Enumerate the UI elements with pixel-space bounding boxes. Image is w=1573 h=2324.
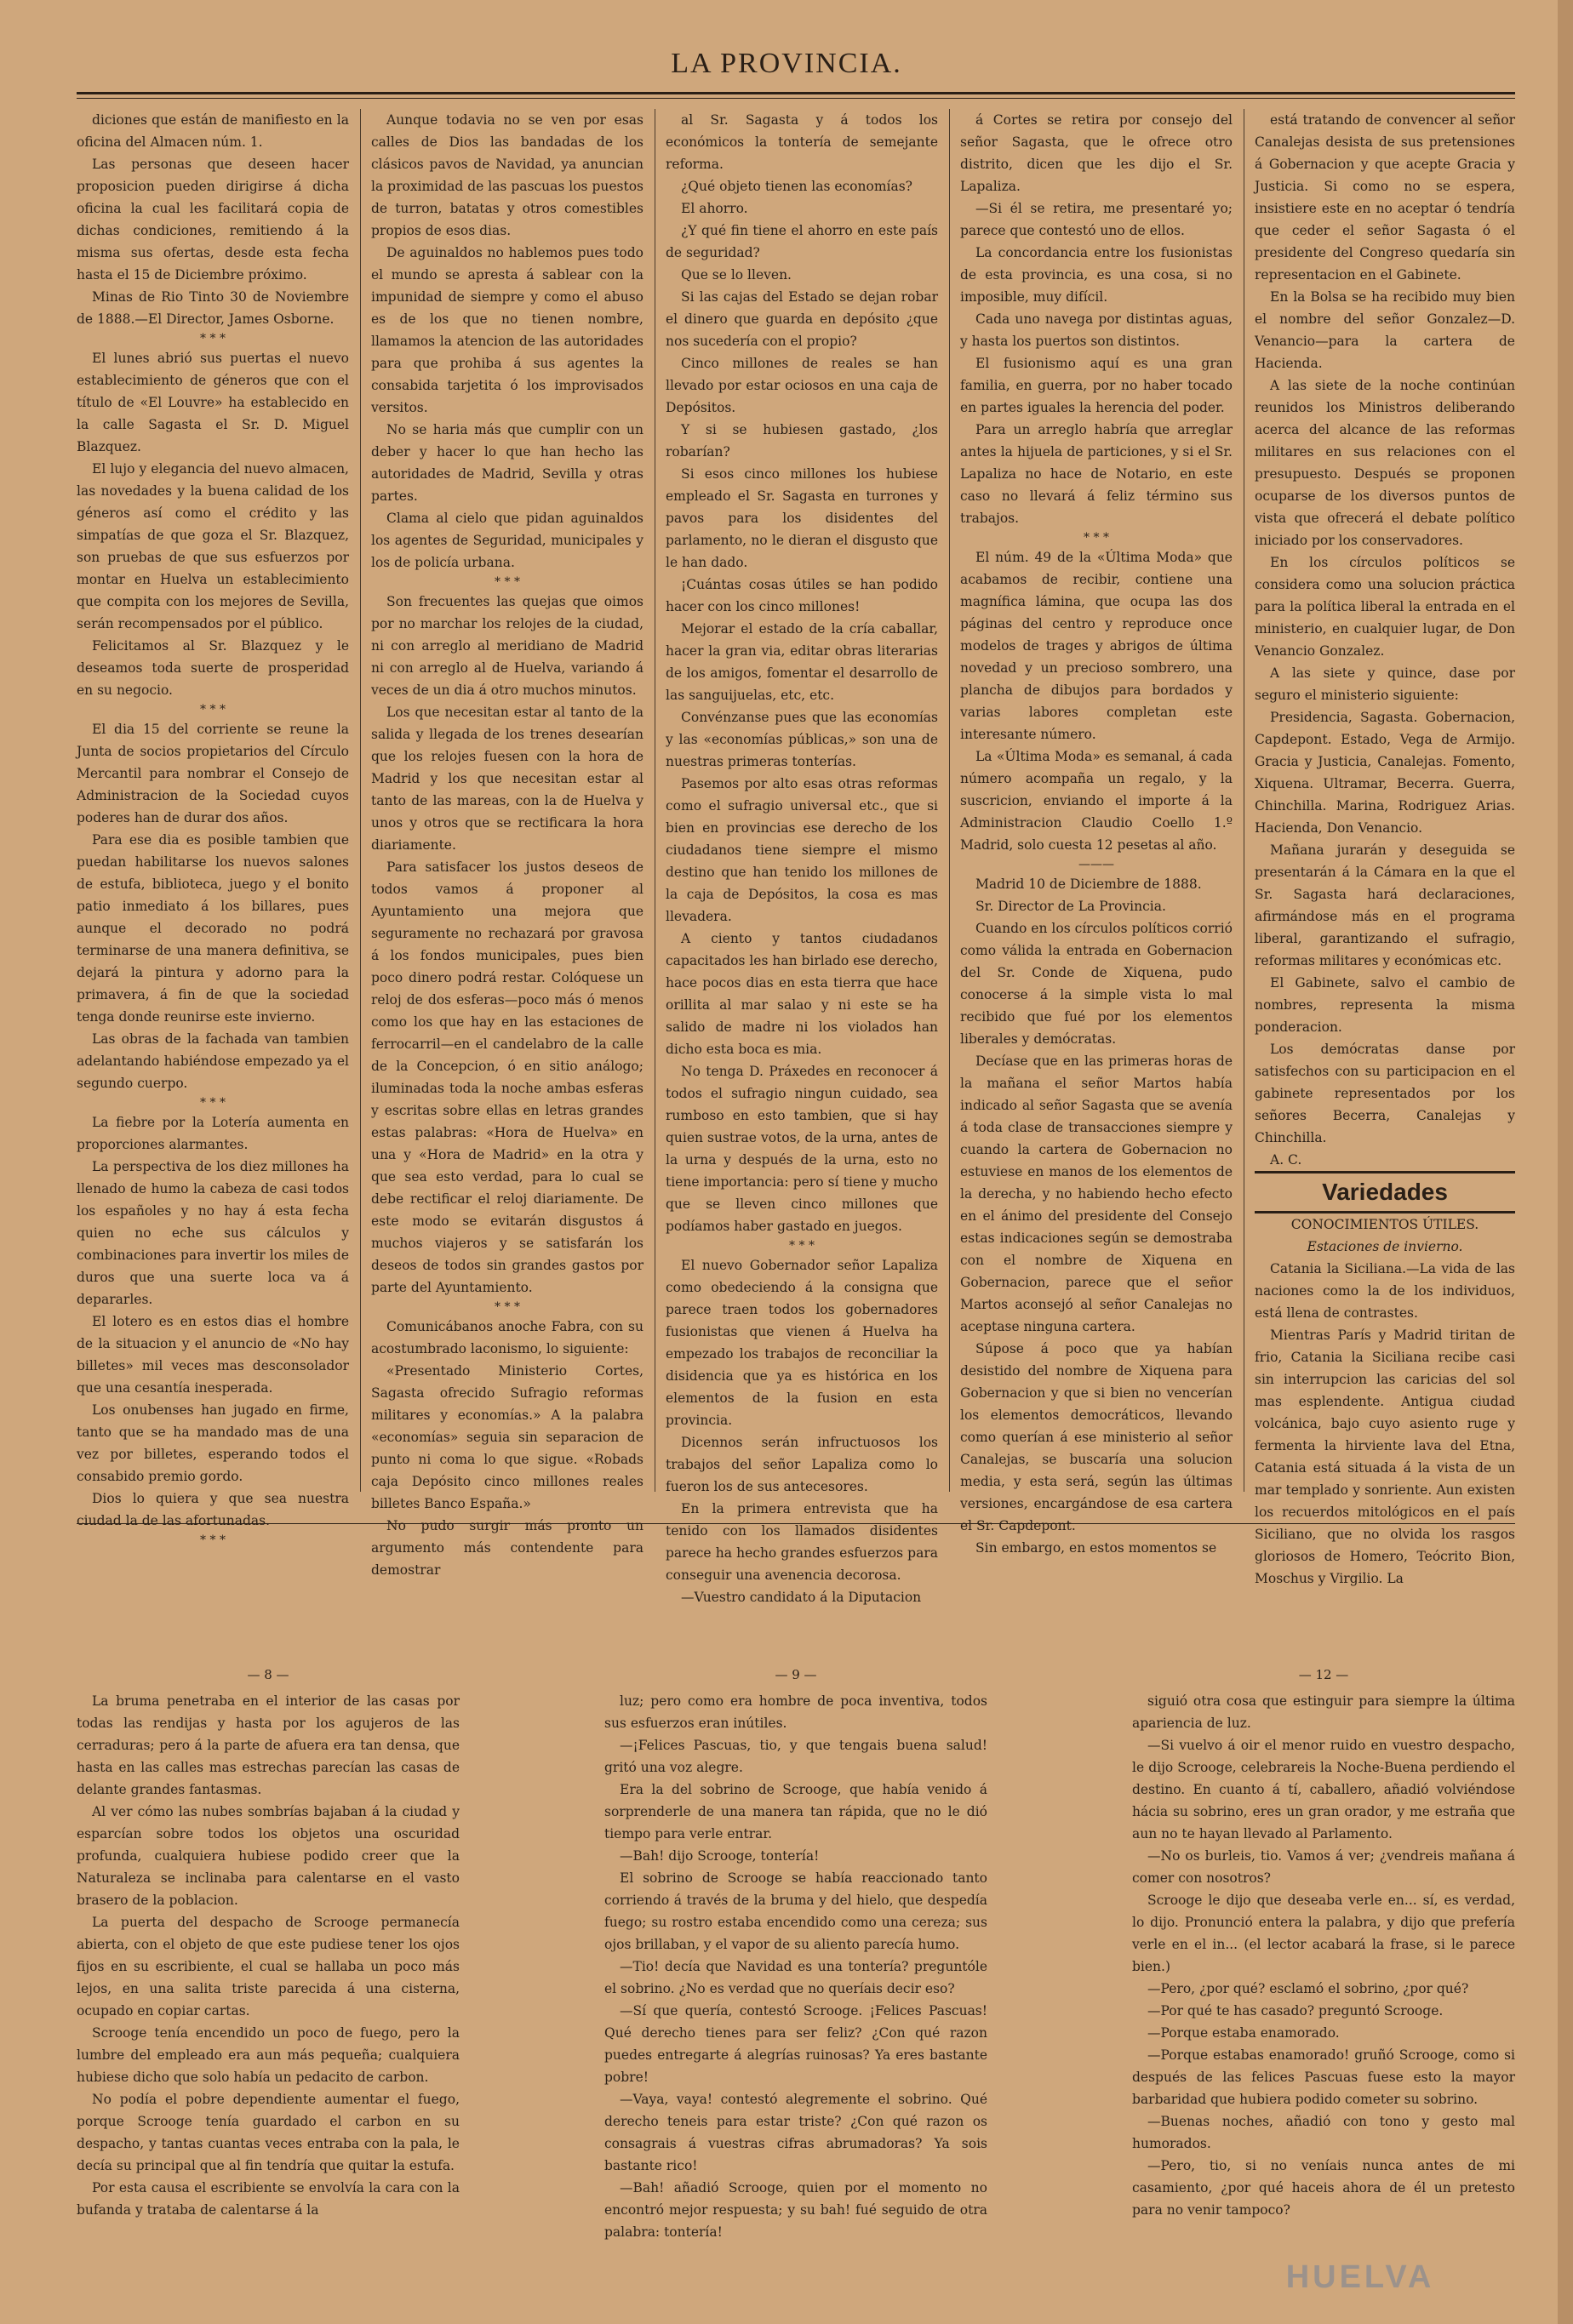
article-paragraph: —Si él se retira, me presentaré yo; parece que contestó uno de ellos. bbox=[960, 201, 1233, 238]
section-subtitle-2: Estaciones de invierno. bbox=[1307, 1239, 1463, 1254]
article-paragraph: El lotero es en estos dias el hombre de la situacion y el anuncio de «No hay billetes» mil veces mas desconsolador que una cesantía inesperada. bbox=[77, 1314, 349, 1396]
top-columns bbox=[77, 109, 1515, 1605]
article-paragraph: Mejorar el estado de la cría caballar, hacer la gran via, editar obras literarias de los amigos, fomentar el desarrollo de las sanguijuelas, etc, etc. bbox=[666, 621, 938, 703]
serial-paragraph: —Porque estabas enamorado! gruñó Scrooge, como si después de las felices Pascuas fuese esto la mayor barbaridad que hubiera podido cometer su sobrino. bbox=[1132, 2047, 1515, 2107]
serial-paragraph: —Si vuelvo á oir el menor ruido en vuestro despacho, le dijo Scrooge, celebrareis la Noche-Buena perdiendo el destino. En cuanto á tí, caballero, añadió volviéndose hácia su sobrino, eres un gran orador, y me estraña que aun no te hayan llevado al Parlamento. bbox=[1132, 1738, 1515, 1841]
serial-paragraph: —Tio! decía que Navidad es una tontería? preguntóle el sobrino. ¿No es verdad que no queríais decir eso? bbox=[604, 1959, 987, 1996]
article-paragraph: Sr. Director de La Provincia. bbox=[975, 899, 1166, 914]
archive-stamp: HUELVA bbox=[1285, 2259, 1435, 2295]
article-paragraph: El lujo y elegancia del nuevo almacen, las novedades y la buena calidad de los géneros así como el crédito y las simpatías de que goza el Sr. Blazquez, son pruebas de que sus esfuerzos por montar en Huelva un establecimiento que compita con los mejores de Sevilla, serán recompensados por el público. bbox=[77, 461, 349, 631]
serial-paragraph: luz; pero como era hombre de poca inventiva, todos sus esfuerzos eran inútiles. bbox=[604, 1693, 987, 1731]
separator-asterism: * * * bbox=[789, 1239, 815, 1253]
article-paragraph: Mientras París y Madrid tiritan de frio, Catania la Siciliana recibe casi sin interrupcion las caricias del sol mas esplendente. Antigua ciudad volcánica, bajo cuyo asiento ruge y fermenta la hirviente lava del Etna, Catania está situada á la vista de un mar templado y sonriente. Aun existen los recuerdos mitológicos en el país Siciliano, que no olvida los rasgos gloriosos de Homero, Teócrito Bion, Moschus y Virgilio. La bbox=[1255, 1328, 1515, 1586]
serial-paragraph: siguió otra cosa que estinguir para siempre la última apariencia de luz. bbox=[1132, 1693, 1515, 1731]
serial-paragraph: La bruma penetraba en el interior de las casas por todas las rendijas y hasta por los agujeros de las cerraduras; pero á la parte de afuera era tan densa, que hasta en las calles mas estrechas parecían las casas de delante grandes fantasmas. bbox=[77, 1693, 460, 1797]
article-paragraph: Dios lo quiera y que sea nuestra ciudad la de las afortunadas. bbox=[77, 1491, 349, 1528]
article-paragraph: á Cortes se retira por consejo del señor Sagasta, que le ofrece otro distrito, dicen que les dijo el Sr. Lapaliza. bbox=[960, 112, 1233, 194]
article-paragraph: Si las cajas del Estado se dejan robar el dinero que guarda en depósito ¿que nos sucedería con el propio? bbox=[666, 289, 938, 349]
article-paragraph: diciones que están de manifiesto en la oficina del Almacen núm. 1. bbox=[77, 112, 349, 150]
article-paragraph: Catania la Siciliana.—La vida de las naciones como la de los individuos, está llena de contrastes. bbox=[1255, 1261, 1515, 1321]
article-paragraph: El nuevo Gobernador señor Lapaliza como obedeciendo á la consigna que parece traen todos los gobernadores fusionistas que vienen á Huelva ha empezado los trabajos de reconciliar la disidencia que ya es histórica en los elementos de la fusion en esta provincia. bbox=[666, 1258, 938, 1428]
serial-paragraph: La puerta del despacho de Scrooge permanecía abierta, con el objeto de que este pudiese tener los ojos fijos en su escribiente, el cual se hallaba un poco más lejos, en una salita triste parecida á una cisterna, ocupado en copiar cartas. bbox=[77, 1915, 460, 2019]
serial-paragraph: —¡Felices Pascuas, tio, y que tengais buena salud! gritó una voz alegre. bbox=[604, 1738, 987, 1775]
article-paragraph: El lunes abrió sus puertas el nuevo establecimiento de géneros que con el título de «El Louvre» ha establecido en la calle Sagasta el Sr. D. Miguel Blazquez. bbox=[77, 351, 349, 454]
masthead bbox=[0, 34, 1573, 94]
article-paragraph: A las siete de la noche continúan reunidos los Ministros deliberando acerca del alcance de las reformas militares en sus relaciones con el presupuesto. Después se proponen ocuparse de los diversos puntos de vista que ofrecerá el debate político iniciado por los conservadores. bbox=[1255, 378, 1515, 548]
article-paragraph: La perspectiva de los diez millones ha llenado de humo la cabeza de casi todos los españoles y no hay á esta fecha quien no eche sus cálculos y combinaciones para invertir los miles de duros que una suerte loca va á depararles. bbox=[77, 1159, 349, 1307]
article-paragraph: «Presentado Ministerio Cortes, Sagasta ofrecido Sufragio reformas militares y economías.» A la palabra «economías» seguia sin separacion de punto ni coma lo que sigue. «Robads caja Depósito cinco millones reales billetes Banco España.» bbox=[371, 1363, 644, 1511]
article-paragraph: En la primera entrevista que ha tenido con los llamados disidentes parece ha hecho grandes esfuerzos para conseguir una avenencia decorosa. bbox=[666, 1501, 938, 1583]
column-1 bbox=[77, 109, 349, 1547]
column-divider bbox=[949, 109, 950, 1492]
article-paragraph: De aguinaldos no hablemos pues todo el mundo se apresta á sablear con la impunidad de siempre y como el abuso es de los que no tienen nombre, llamamos la atencion de las autoridades para que prohiba á sus agentes la consabida tarjetita ó los improvisados versitos. bbox=[371, 245, 644, 415]
article-paragraph: Los onubenses han jugado en firme, tanto que se ha mandado mas de una vez por billetes, esperando todos el consabido premio gordo. bbox=[77, 1402, 349, 1484]
article-paragraph: El núm. 49 de la «Última Moda» que acabamos de recibir, contiene una magnífica lámina, que ocupa las dos páginas del centro y reproduce once modelos de trages y abrigos de última novedad y un precioso sombrero, una plancha de dibujos para bordados y varias labores completan este interesante número. bbox=[960, 550, 1233, 742]
article-paragraph: A ciento y tantos ciudadanos capacitados les han birlado ese derecho, hace pocos dias en esta tierra que hace orillita al mar salao y ni este se ha salido de madre ni los violados han dicho esta boca es mia. bbox=[666, 931, 938, 1057]
serial-paragraph: No podía el pobre dependiente aumentar el fuego, porque Scrooge tenía guardado el carbon en su despacho, y tantas cuantas veces entraba con la pala, le decía su principal que al fin tendría que quitar la estufa. bbox=[77, 2092, 460, 2173]
article-paragraph: Cuando en los círculos políticos corrió como válida la entrada en Gobernacion del Sr. Conde de Xiquena, pudo conocerse á la simple vista lo mal recibido que fué por los elementos liberales y demócratas. bbox=[960, 921, 1233, 1047]
column-5 bbox=[1255, 109, 1515, 1586]
article-paragraph: Madrid 10 de Diciembre de 1888. bbox=[975, 876, 1202, 892]
article-paragraph: Presidencia, Sagasta. Gobernacion, Capdepont. Estado, Vega de Armijo. Gracia y Justicia, Canalejas. Fomento, Xiquena. Ultramar, Becerra. Guerra, Chinchilla. Marina, Rodriguez Arias. Hacienda, Don Venancio. bbox=[1255, 710, 1515, 836]
article-paragraph: La «Última Moda» es semanal, á cada número acompaña un regalo, y la suscricion, enviando el importe á la Administracion Claudio Coello 1.º Madrid, solo cuesta 12 pesetas al año. bbox=[960, 749, 1233, 853]
article-paragraph: Comunicábanos anoche Fabra, con su acostumbrado laconismo, lo siguiente: bbox=[371, 1319, 644, 1356]
article-paragraph: Cinco millones de reales se han llevado por estar ociosos en una caja de Depósitos. bbox=[666, 356, 938, 415]
separator-asterism: ——— bbox=[1078, 858, 1114, 871]
article-paragraph: Que se lo lleven. bbox=[681, 267, 792, 283]
masthead-rule bbox=[77, 92, 1515, 94]
article-paragraph: A. C. bbox=[1270, 1152, 1302, 1168]
column-divider bbox=[360, 109, 361, 1492]
serial-paragraph: —Bah! añadió Scrooge, quien por el momento no encontró mejor respuesta; y su bah! fué seguido de otra palabra: tontería! bbox=[604, 2180, 987, 2240]
serial-paragraph: —No os burleis, tio. Vamos á ver; ¿vendreis mañana á comer con nosotros? bbox=[1132, 1848, 1515, 1886]
article-paragraph: Convénzanse pues que las economías y las «economías públicas,» son una de nuestras primeras tonterías. bbox=[666, 710, 938, 769]
serial-paragraph: El sobrino de Scrooge se había reaccionado tanto corriendo á través de la bruma y del hielo, que despedía fuego; su rostro estaba encendido como una cereza; sus ojos brillaban, y el vapor de su aliento parecía humo. bbox=[604, 1870, 987, 1952]
serial-paragraph: Era la del sobrino de Scrooge, que había venido á sorprenderle de una manera tan rápida, que no le dió tiempo para verle entrar. bbox=[604, 1782, 987, 1841]
separator-asterism: * * * bbox=[200, 703, 226, 717]
serial-paragraph: Scrooge le dijo que deseaba verle en... sí, es verdad, lo dijo. Pronunció entera la palabra, y dijo que prefería verle en el in... (el lector acabará la frase, si le parece bien.) bbox=[1132, 1893, 1515, 1974]
serial-paragraph: —Buenas noches, añadió con tono y gesto mal humorados. bbox=[1132, 2114, 1515, 2151]
article-paragraph: Y si se hubiesen gastado, ¿los robarían? bbox=[666, 422, 938, 460]
fold-rule bbox=[77, 1523, 1515, 1524]
article-paragraph: Cada uno navega por distintas aguas, y hasta los puertos son distintos. bbox=[960, 311, 1233, 349]
article-paragraph: No se haria más que cumplir con un deber y hacer lo que han hecho las autoridades de Madrid, Sevilla y otras partes. bbox=[371, 422, 644, 504]
separator-asterism: * * * bbox=[200, 1096, 226, 1110]
article-paragraph: En los círculos políticos se considera como una solucion práctica para la política liberal la entrada en el ministerio, en cualquier lugar, de Don Venancio Gonzalez. bbox=[1255, 555, 1515, 659]
article-paragraph: Aunque todavia no se ven por esas calles de Dios las bandadas de los clásicos pavos de Navidad, ya anuncian la proximidad de las pascuas los puestos de turron, batatas y otros comestibles propios de esos dias. bbox=[371, 112, 644, 238]
separator-asterism: * * * bbox=[200, 1533, 226, 1547]
article-paragraph: ¡Cuántas cosas útiles se han podido hacer con los cinco millones! bbox=[666, 577, 938, 614]
article-paragraph: Las personas que deseen hacer proposicion pueden dirigirse á dicha oficina la cual les facilitará copia de dichas condiciones, remitiendo á la misma sus ofertas, desde esta fecha hasta el 15 de Diciembre próximo. bbox=[77, 157, 349, 283]
serial-paragraph: —Pero, ¿por qué? esclamó el sobrino, ¿por qué? bbox=[1147, 1981, 1469, 1996]
serial-pages bbox=[77, 1659, 1515, 2289]
article-paragraph: La concordancia entre los fusionistas de esta provincia, es una cosa, si no imposible, muy difícil. bbox=[960, 245, 1233, 305]
article-paragraph: En la Bolsa se ha recibido muy bien el nombre del señor Gonzalez—D. Venancio—para la cartera de Hacienda. bbox=[1255, 289, 1515, 371]
article-paragraph: El fusionismo aquí es una gran familia, en guerra, por no haber tocado en partes iguales la herencia del poder. bbox=[960, 356, 1233, 415]
article-paragraph: Súpose á poco que ya habían desistido del nombre de Xiquena para Gobernacion y que si bien no vencerían los elementos democráticos, llevando como querían á ese ministerio al señor Canalejas, se buscaría una solucion media, y esta será, según las últimas versiones, encargándose de esa cartera el Sr. Capdepont. bbox=[960, 1341, 1233, 1533]
article-paragraph: al Sr. Sagasta y á todos los económicos la tontería de semejante reforma. bbox=[666, 112, 938, 172]
column-4 bbox=[960, 109, 1233, 1556]
article-paragraph: El Gabinete, salvo el cambio de nombres, representa la misma ponderacion. bbox=[1255, 975, 1515, 1035]
column-3 bbox=[666, 109, 938, 1605]
serial-paragraph: —Vaya, vaya! contestó alegremente el sobrino. Qué derecho teneis para estar triste? ¿Con qué razon os consagrais á vuestras cifras abrumadoras? Ya sois bastante rico! bbox=[604, 2092, 987, 2173]
section-title: Variedades bbox=[1255, 1171, 1515, 1213]
separator-asterism: * * * bbox=[200, 332, 226, 345]
article-paragraph: La fiebre por la Lotería aumenta en proporciones alarmantes. bbox=[77, 1115, 349, 1152]
article-paragraph: No pudo surgir más pronto un argumento más contendente para demostrar bbox=[371, 1518, 644, 1578]
article-paragraph: Felicitamos al Sr. Blazquez y le deseamos toda suerte de prosperidad en su negocio. bbox=[77, 638, 349, 698]
article-paragraph: Para satisfacer los justos deseos de todos vamos á proponer al Ayuntamiento una mejora que seguramente no rechazará por gravosa á los fondos municipales, pues bien poco dinero podrá restar. Colóquese un reloj de dos esferas—poco más ó menos como los que hay en las estaciones de ferrocarril—en el candelabro de la calle de la Concepcion, ó en sitio análogo; iluminadas toda la noche ambas esferas y escritas sobre ellas en letras grandes estas palabras: «Hora de Huelva» en una y «Hora de Madrid» en la otra y que sea esto verdad, para lo cual se debe rectificar el reloj diariamente. De este modo se evitarán disgustos á muchos viajeros y se satisfarán los deseos de todos sin grandes gastos por parte del Ayuntamiento. bbox=[371, 859, 644, 1295]
article-paragraph: Clama al cielo que pidan aguinaldos los agentes de Seguridad, municipales y los de policía urbana. bbox=[371, 511, 644, 570]
serial-paragraph: —Bah! dijo Scrooge, tontería! bbox=[620, 1848, 820, 1864]
article-paragraph: ¿Y qué fin tiene el ahorro en este país de seguridad? bbox=[666, 223, 938, 260]
article-paragraph: Los que necesitan estar al tanto de la salida y llegada de los trenes desearían que los relojes fuesen con la hora de Madrid y los que necesitan estar al tanto de las mareas, con la de Huelva y unos y otros que se rectificara la hora diariamente. bbox=[371, 705, 644, 853]
article-paragraph: El dia 15 del corriente se reune la Junta de socios propietarios del Círculo Mercantil para nombrar el Consejo de Administracion de la Sociedad cuyos poderes han de durar dos años. bbox=[77, 722, 349, 825]
serial-paragraph: —Porque estaba enamorado. bbox=[1147, 2025, 1340, 2041]
serial-page-8 bbox=[77, 1659, 460, 2289]
separator-asterism: * * * bbox=[495, 1300, 520, 1314]
serial-page-12 bbox=[1132, 1659, 1515, 2289]
article-paragraph: Si esos cinco millones los hubiese empleado el Sr. Sagasta en turrones y pavos para los disidentes del parlamento, no le dieran el disgusto que le han dado. bbox=[666, 466, 938, 570]
article-paragraph: Minas de Rio Tinto 30 de Noviembre de 1888.—El Director, James Osborne. bbox=[77, 289, 349, 327]
page-edge bbox=[1558, 0, 1573, 2324]
separator-asterism: * * * bbox=[495, 575, 520, 589]
article-paragraph: ¿Qué objeto tienen las economías? bbox=[681, 179, 912, 194]
serial-paragraph: Al ver cómo las nubes sombrías bajaban á la ciudad y esparcían sobre todos los objetos una oscuridad profunda, cualquiera hubiese podido creer que la Naturaleza se inclinaba para calentarse en el vasto brasero de la poblacion. bbox=[77, 1804, 460, 1908]
page-number: — 12 — bbox=[1298, 1667, 1349, 1682]
serial-paragraph: Scrooge tenía encendido un poco de fuego, pero la lumbre del empleado era aun más pequeña; cualquiera hubiese dicho que solo había un pedacito de carbon. bbox=[77, 2025, 460, 2085]
article-paragraph: Dicennos serán infructuosos los trabajos del señor Lapaliza como lo fueron los de sus antecesores. bbox=[666, 1435, 938, 1494]
article-paragraph: A las siete y quince, dase por seguro el ministerio siguiente: bbox=[1255, 665, 1515, 703]
masthead-rule-thin bbox=[77, 98, 1515, 99]
newspaper-title: LA PROVINCIA. bbox=[671, 48, 902, 79]
page-number: — 9 — bbox=[775, 1667, 817, 1682]
article-paragraph: No tenga D. Práxedes en reconocer á todos el sufragio ningun cuidado, sea rumboso en esto tambien, que si hay quien sustrae votos, de la urna, antes de la urna y después de la urna, esto no tiene importancia: pero sí tiene y mucho que se lleven cinco millones que podíamos haber gastado en juegos. bbox=[666, 1064, 938, 1234]
article-paragraph: Decíase que en las primeras horas de la mañana el señor Martos había indicado al señor Sagasta que se avenía á toda clase de transacciones siempre y cuando la cartera de Gobernacion no estuviese en manos de los elementos de la derecha, y no habiendo hecho efecto en el ánimo del presidente del Consejo estas indicaciones según se demostraba con el nombre de Xiquena en Gobernacion, parece que el señor Martos aconsejó al señor Canalejas no aceptase ninguna cartera. bbox=[960, 1054, 1233, 1334]
article-paragraph: está tratando de convencer al señor Canalejas desista de sus pretensiones á Gobernacion y que acepte Gracia y Justicia. Si como no se espera, insistiere este en no aceptar ó tendría que ceder el señor Sagasta ó el presidente del Congreso quedaría sin representacion en el Gabinete. bbox=[1255, 112, 1515, 283]
serial-paragraph: —Pero, tio, si no veníais nunca antes de mi casamiento, ¿por qué haceis ahora de él un pretesto para no venir tampoco? bbox=[1132, 2158, 1515, 2218]
article-paragraph: Son frecuentes las quejas que oimos por no marchar los relojes de la ciudad, ni con arreglo al meridiano de Madrid ni con arreglo al de Huelva, variando á veces de un dia á otro muchos minutos. bbox=[371, 594, 644, 698]
article-paragraph: Mañana jurarán y deseguida se presentarán á la Cámara en la que el Sr. Sagasta hará declaraciones, afirmándose más en el programa liberal, garantizando el sufragio, reformas militares y económicas etc. bbox=[1255, 842, 1515, 968]
article-paragraph: —Vuestro candidato á la Diputacion bbox=[681, 1590, 922, 1605]
serial-paragraph: Por esta causa el escribiente se envolvía la cara con la bufanda y trataba de calentarse á la bbox=[77, 2180, 460, 2218]
article-paragraph: Pasemos por alto esas otras reformas como el sufragio universal etc., que si bien en provincias ese derecho de los ciudadanos tiene siempre el mismo destino que han tenido los millones de la caja de Depósitos, la cosa es mas llevadera. bbox=[666, 776, 938, 924]
serial-paragraph: —Sí que quería, contestó Scrooge. ¡Felices Pascuas! Qué derecho tienes para ser feliz? ¿Con qué razon puedes entregarte á alegrías ruinosas? Ya eres bastante pobre! bbox=[604, 2003, 987, 2085]
separator-asterism: * * * bbox=[1084, 531, 1109, 545]
column-2 bbox=[371, 109, 644, 1578]
article-paragraph: Las obras de la fachada van tambien adelantando habiéndose empezado ya el segundo cuerpo. bbox=[77, 1031, 349, 1091]
article-paragraph: Para un arreglo habría que arreglar antes la hijuela de particiones, y si el Sr. Lapaliza no hace de Notario, en este caso no llevará á feliz término sus trabajos. bbox=[960, 422, 1233, 526]
article-paragraph: Los demócratas danse por satisfechos con su participacion en el gabinete representados por los señores Becerra, Canalejas y Chinchilla. bbox=[1255, 1042, 1515, 1145]
serial-paragraph: —Por qué te has casado? preguntó Scrooge. bbox=[1147, 2003, 1444, 2019]
article-paragraph: Para ese dia es posible tambien que puedan habilitarse los nuevos salones de estufa, biblioteca, juego y el bonito patio inmediato á los billares, pues aunque el decorado no podrá terminarse de una manera definitiva, se dejará la pintura y adorno para la primavera, á fin de que la sociedad tenga donde reunirse este invierno. bbox=[77, 832, 349, 1025]
article-paragraph: Sin embargo, en estos momentos se bbox=[975, 1540, 1217, 1556]
serial-page-9 bbox=[604, 1659, 987, 2289]
article-paragraph: El ahorro. bbox=[681, 201, 748, 216]
page-number: — 8 — bbox=[247, 1667, 289, 1682]
section-subtitle: CONOCIMIENTOS ÚTILES. bbox=[1290, 1217, 1479, 1232]
